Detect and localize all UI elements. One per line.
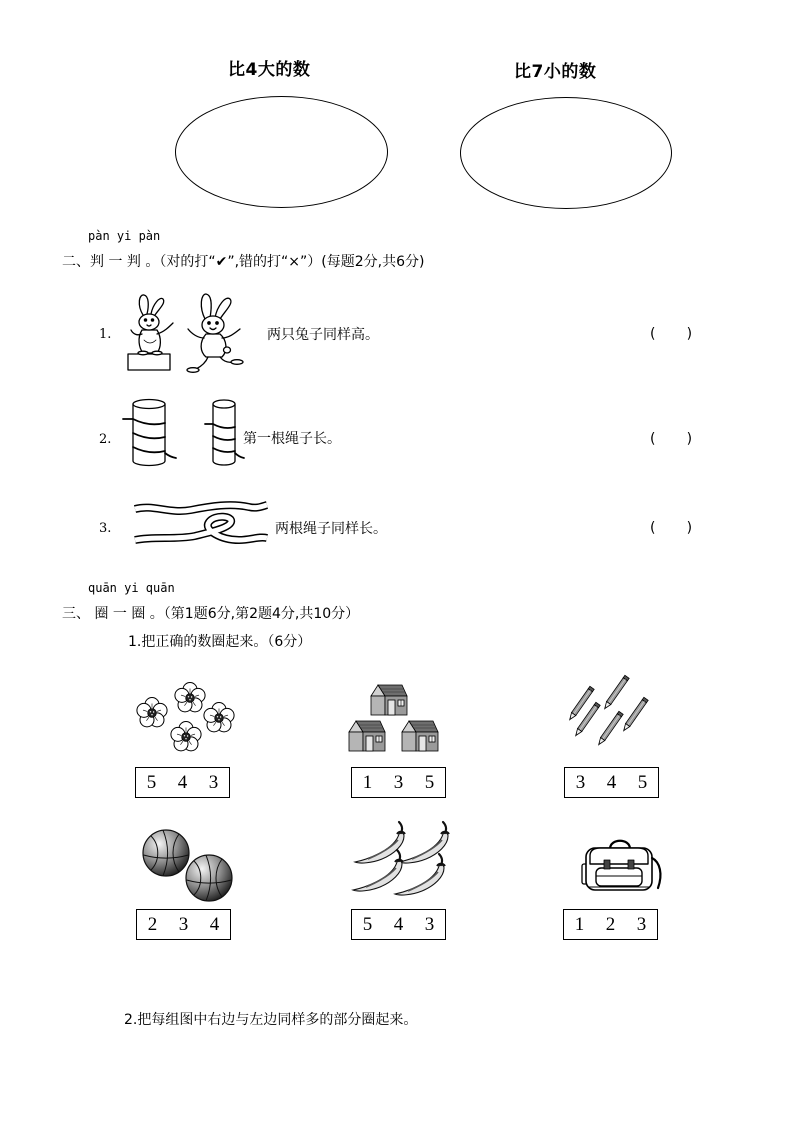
judge-item-2-number: 2. (99, 432, 112, 447)
number-option: 5 (424, 771, 435, 793)
chili-peppers-icon (352, 822, 450, 900)
number-option: 3 (636, 913, 647, 935)
number-option: 4 (177, 771, 188, 793)
task-1-instruction: 1.把正确的数圈起来。（6分） (128, 634, 312, 650)
number-option: 4 (393, 913, 404, 935)
task-2-instruction: 2.把每组图中右边与左边同样多的部分圈起来。 (124, 1012, 418, 1028)
rope-on-thick-cylinder-icon (123, 419, 176, 458)
short-rabbit-on-block-icon (131, 295, 173, 355)
number-choice-box-basketballs (136, 909, 231, 940)
number-option: 5 (146, 771, 157, 793)
number-option: 5 (362, 913, 373, 935)
judge-heading: 二、判 一 判 。（对的打“✔”,错的打“×”）(每题2分,共6分) (62, 254, 425, 270)
judge-item-3-statement: 两根绳子同样长。 (275, 521, 387, 537)
number-option: 4 (209, 913, 220, 935)
number-option: 3 (178, 913, 189, 935)
thick-cylinder-icon (133, 400, 165, 466)
basketballs-icon (140, 826, 236, 904)
pencil-icon (621, 697, 648, 733)
number-option: 3 (424, 913, 435, 935)
basketball-icon (143, 830, 189, 876)
number-option: 1 (362, 771, 373, 793)
judge-item-1-number: 1. (99, 327, 112, 342)
set-title-greater-than-4: 比4大的数 (228, 60, 311, 80)
judge-item-2-answer-bracket: ( ) (650, 431, 693, 447)
judge-item-1-answer-bracket: ( ) (650, 326, 693, 342)
number-choice-box-peppers (351, 909, 446, 940)
judge-pinyin: pàn yi pàn (88, 229, 161, 243)
straight-wavy-rope-icon (135, 505, 267, 511)
number-choice-box-houses (351, 767, 446, 798)
judge-item-3-number: 3. (99, 521, 112, 536)
house-icon (371, 685, 407, 715)
block-icon (128, 354, 170, 370)
houses-icon (344, 682, 440, 758)
wavy-ropes-icon (131, 498, 273, 552)
flower-icon (175, 683, 205, 712)
answer-oval-greater-than-4 (175, 96, 388, 208)
pencil-icon (596, 711, 623, 747)
looped-rope-icon (135, 517, 267, 540)
flowers-icon (132, 680, 240, 756)
circle-heading: 三、 圈 一 圈 。（第1题6分,第2题4分,共10分） (62, 606, 360, 622)
thin-cylinder-icon (213, 400, 235, 465)
judge-item-2-statement: 第一根绳子长。 (243, 431, 341, 447)
judge-item-1-statement: 两只兔子同样高。 (267, 327, 379, 343)
backpack-icon (580, 834, 666, 896)
flower-icon (137, 698, 167, 727)
number-option: 3 (208, 771, 219, 793)
circle-pinyin: quān yi quān (88, 581, 175, 595)
flower-icon (204, 703, 234, 732)
chili-pepper-icon (355, 822, 405, 863)
number-option: 3 (575, 771, 586, 793)
number-option: 1 (574, 913, 585, 935)
pencil-icon (602, 675, 629, 711)
number-option: 2 (147, 913, 158, 935)
judge-item-3-answer-bracket: ( ) (650, 520, 693, 536)
house-icon (349, 721, 385, 751)
rope-wrapped-cylinders-icon (122, 396, 248, 468)
number-option: 3 (393, 771, 404, 793)
rabbits-icon (126, 292, 246, 374)
answer-oval-less-than-7 (460, 97, 672, 209)
house-icon (402, 721, 438, 751)
number-option: 2 (605, 913, 616, 935)
basketball-icon (186, 855, 232, 901)
flower-icon (171, 722, 201, 751)
number-choice-box-flowers (135, 767, 230, 798)
set-title-less-than-7: 比7小的数 (514, 62, 597, 82)
tall-rabbit-icon (187, 294, 243, 372)
number-choice-box-backpack (563, 909, 658, 940)
number-option: 5 (637, 771, 648, 793)
number-option: 4 (606, 771, 617, 793)
pencils-icon (560, 672, 652, 752)
number-choice-box-pencils (564, 767, 659, 798)
